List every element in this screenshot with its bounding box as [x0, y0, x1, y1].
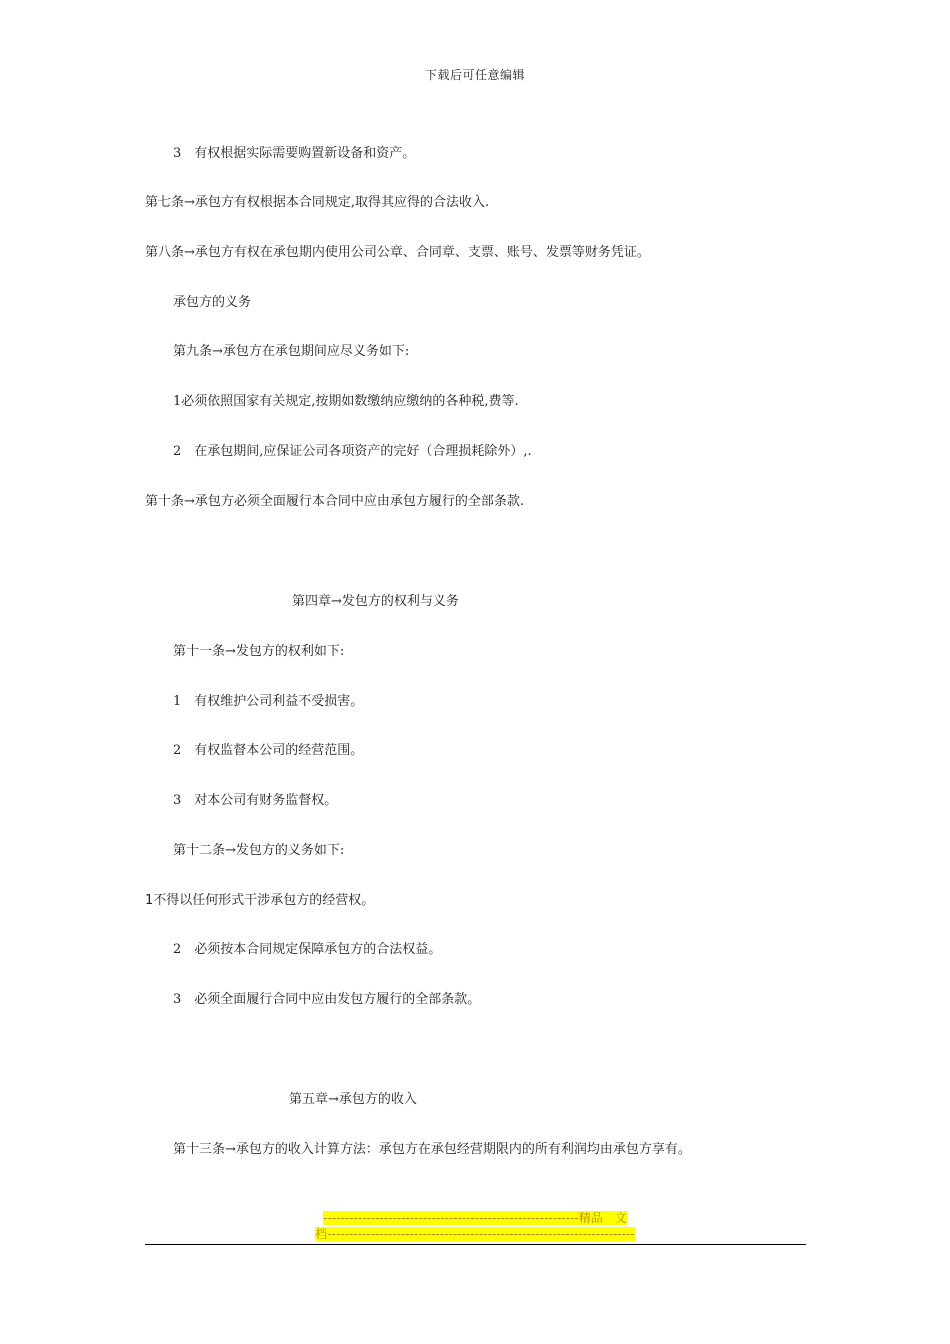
footer-watermark-line-1 — [0, 1211, 950, 1226]
article-7: 第七条→承包方有权根据本合同规定,取得其应得的合法收入. — [145, 195, 490, 210]
article-8: 第八条→承包方有权在承包期内使用公司公章、合同章、支票、账号、发票等财务凭证。 — [145, 245, 650, 260]
article-12-item-2: 2 必须按本合同规定保障承包方的合法权益。 — [173, 942, 442, 957]
footer-watermark-line-2 — [0, 1227, 950, 1242]
article-12-item-1: 1不得以任何形式干涉承包方的经营权。 — [145, 893, 375, 908]
article-11: 第十一条→发包方的权利如下: — [173, 644, 345, 659]
page-header: 下载后可任意编辑 — [424, 68, 525, 82]
footer-watermark-text-2: 档----------------------------------------------------------------------- — [315, 1227, 635, 1241]
footer-divider — [145, 1244, 806, 1245]
article-11-item-2: 2 有权监督本公司的经营范围。 — [173, 743, 364, 758]
article-12: 第十二条→发包方的义务如下: — [173, 843, 345, 858]
clause-6-item-3: 3 有权根据实际需要购置新设备和资产。 — [173, 146, 416, 161]
chapter-4-title: 第四章→发包方的权利与义务 — [292, 594, 459, 609]
article-9-item-2: 2 在承包期间,应保证公司各项资产的完好（合理损耗除外）,. — [173, 444, 532, 459]
footer-watermark-text-1: -----------------------------------------------------------精品 文 — [323, 1211, 627, 1225]
article-13: 第十三条→承包方的收入计算方法：承包方在承包经营期限内的所有利润均由承包方享有。 — [173, 1142, 691, 1157]
section-heading-contractor-obligations: 承包方的义务 — [173, 295, 252, 310]
article-11-item-1: 1 有权维护公司利益不受损害。 — [173, 694, 364, 709]
article-9: 第九条→承包方在承包期间应尽义务如下: — [173, 344, 410, 359]
article-12-item-3: 3 必须全面履行合同中应由发包方履行的全部条款。 — [173, 992, 481, 1007]
article-10: 第十条→承包方必须全面履行本合同中应由承包方履行的全部条款. — [145, 494, 525, 509]
chapter-5-title: 第五章→承包方的收入 — [289, 1092, 417, 1107]
article-11-item-3: 3 对本公司有财务监督权。 — [173, 793, 338, 808]
article-9-item-1: 1必须依照国家有关规定,按期如数缴纳应缴纳的各种税,费等. — [173, 394, 519, 409]
